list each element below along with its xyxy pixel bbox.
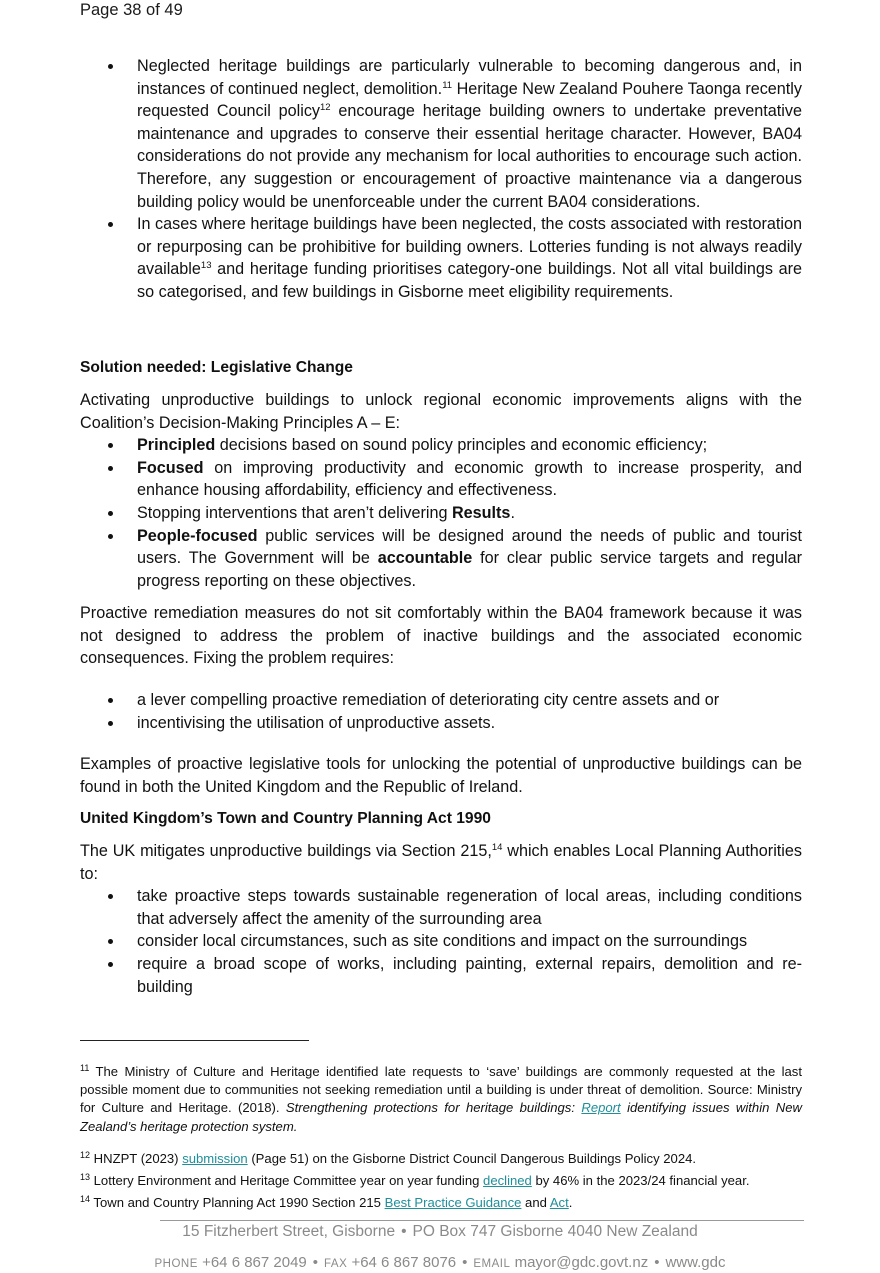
- report-link[interactable]: Report: [581, 1100, 621, 1116]
- heading-solution-needed: Solution needed: Legislative Change: [80, 359, 353, 376]
- footer-website[interactable]: www.gdc: [665, 1254, 726, 1271]
- heritage-bullets: [80, 55, 802, 304]
- requirement-item: a lever compelling proactive remediation of deteriorating city centre assets and or: [80, 689, 802, 712]
- principle-people-focused: People-focused public services will be designed around the needs of public and tourist users. The Government will be accountable for clear public service targets and regular progress reporting on these objectives.: [80, 525, 802, 593]
- footer-phone: +64 6 867 2049: [202, 1254, 307, 1271]
- bullet-separator-icon: •: [654, 1254, 660, 1271]
- footnote-ref-11[interactable]: 11: [442, 79, 453, 91]
- principle-focused: Focused on improving productivity and economic growth to increase prosperity, and enhance housing affordability, efficiency and effectiveness.: [80, 457, 802, 502]
- footnote-13: $^{13}$ Lottery Environment and Heritage Committee year on year funding declined by 46% in the 2023/24 financial year.: [80, 1172, 750, 1188]
- heading-uk-act: United Kingdom’s Town and Country Planning Act 1990: [80, 810, 491, 827]
- footer-address: 15 Fitzherbert Street, Gisborne • PO Box 747 Gisborne 4040 New Zealand: [182, 1223, 698, 1240]
- footnote-14: $^{14}$ Town and Country Planning Act 1990 Section 215 Best Practice Guidance and Act.: [80, 1194, 573, 1210]
- bullet-restoration-costs: In cases where heritage buildings have been neglected, the costs associated with restoration or repurposing can be prohibitive for building owners. Lotteries funding is not always readily available$^{13}$ and heritage funding prioritises category-one buildings. Not all vital buildings are so categorised, and few buildings in Gisborne meet eligibility requirements.: [80, 213, 802, 303]
- bullet-neglected-heritage: Neglected heritage buildings are particularly vulnerable to becoming dangerous and, in instances of continued neglect, demolition.$^{11}$ Heritage New Zealand Pouhere Taonga recently requested Council policy$^{12}$ encourage heritage building owners to undertake preventative maintenance and upgrades to conserve their essential heritage character. However, BA04 considerations do not provide any mechanism for local authorities to encourage such action. Therefore, any suggestion or encouragement of proactive maintenance via a dangerous building policy would be unenforceable under the current BA04 considerations.: [80, 55, 802, 213]
- footer-fax: +64 6 867 8076: [351, 1254, 457, 1271]
- requirement-item: incentivising the utilisation of unproductive assets.: [80, 712, 802, 735]
- footer-separator: [160, 1220, 804, 1221]
- footnote-separator: [80, 1040, 309, 1041]
- requirements-list: [80, 689, 802, 734]
- submission-link[interactable]: submission: [182, 1151, 248, 1166]
- best-practice-guidance-link[interactable]: Best Practice Guidance: [384, 1195, 522, 1210]
- footnote-11: $^{11}$ The Ministry of Culture and Heritage identified late requests to ‘save’ buildings are commonly requested at the last possible moment due to communities not seeking remediation until a building is under threat of demolition. Source: Ministry for Culture and Heritage. (2018). Strengthening protections for heritage buildings: Report identifying issues within New Zealand’s heritage protection system.: [80, 1063, 802, 1134]
- declined-link[interactable]: declined: [483, 1173, 532, 1188]
- footnote-12: $^{12}$ HNZPT (2023) submission (Page 51) on the Gisborne District Council Dangerous Buildings Policy 2024.: [80, 1150, 697, 1166]
- uk-powers-list: [80, 885, 802, 998]
- uk-power-item: require a broad scope of works, including painting, external repairs, demolition and re-building: [80, 953, 802, 998]
- bullet-separator-icon: •: [401, 1223, 407, 1240]
- footnote-ref-14[interactable]: 14: [491, 842, 503, 853]
- footer-contact: PHONE +64 6 867 2049 • FAX +64 6 867 8076 • EMAIL mayor@gdc.govt.nz • www.gdc: [154, 1254, 726, 1271]
- paragraph-uk: The UK mitigates unproductive buildings via Section 215,14 which enables Local Planning Authorities to:: [80, 842, 802, 883]
- page-number: Page 38 of 49: [80, 1, 183, 19]
- footnote-ref-13[interactable]: 13: [200, 260, 212, 272]
- paragraph-activating: Activating unproductive buildings to unlock regional economic improvements aligns with the Coalition’s Decision-Making Principles A – E:: [80, 391, 802, 432]
- principles-list: [80, 434, 802, 592]
- footer-email[interactable]: mayor@gdc.govt.nz: [514, 1254, 649, 1271]
- paragraph-proactive: Proactive remediation measures do not sit comfortably within the BA04 framework because it was not designed to address the problem of inactive buildings and the associated economic consequences. Fixing the problem requires:: [80, 604, 802, 668]
- paragraph-examples: Examples of proactive legislative tools for unlocking the potential of unproductive buildings can be found in both the United Kingdom and the Republic of Ireland.: [80, 755, 802, 796]
- uk-power-item: consider local circumstances, such as site conditions and impact on the surroundings: [80, 930, 802, 953]
- principle-principled: Principled decisions based on sound policy principles and economic efficiency;: [80, 434, 802, 457]
- footnote-ref-12[interactable]: 12: [320, 102, 331, 114]
- bullet-separator-icon: •: [312, 1254, 319, 1271]
- act-link[interactable]: Act: [549, 1195, 569, 1210]
- uk-power-item: take proactive steps towards sustainable regeneration of local areas, including conditions that adversely affect the amenity of the surrounding area: [80, 885, 802, 930]
- bullet-separator-icon: •: [462, 1254, 468, 1271]
- principle-results: Stopping interventions that aren’t delivering Results.: [80, 502, 802, 525]
